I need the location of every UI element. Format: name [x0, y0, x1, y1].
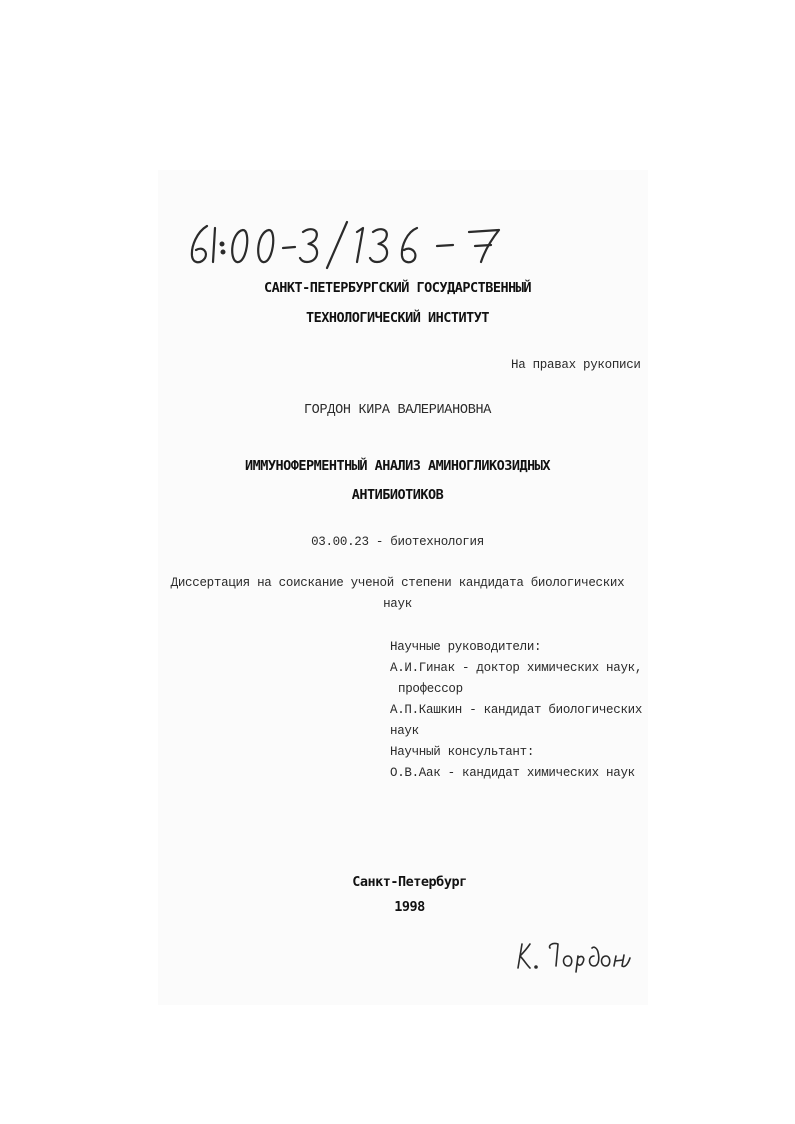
author-name: ГОРДОН КИРА ВАЛЕРИАНОВНА — [303, 403, 492, 418]
advisor-1-line-2: профессор — [398, 682, 463, 696]
dissertation-title-line-1: ИММУНОФЕРМЕНТНЫЙ АНАЛИЗ АМИНОГЛИКОЗИДНЫХ — [244, 458, 551, 474]
advisor-1-line-1: А.И.Гинак - доктор химических наук, — [390, 661, 643, 675]
consultant-heading: Научный консультант: — [390, 745, 535, 759]
author-signature — [512, 938, 637, 976]
consultant-name: О.В.Аак - кандидат химических наук — [390, 766, 635, 780]
institution-line-1: САНКТ-ПЕТЕРБУРГСКИЙ ГОСУДАРСТВЕННЫЙ — [264, 280, 531, 296]
institution-line-2: ТЕХНОЛОГИЧЕСКИЙ ИНСТИТУТ — [305, 310, 490, 326]
manuscript-note: На правах рукописи — [511, 358, 641, 372]
advisor-2-line-2: наук — [390, 724, 419, 738]
degree-line-1: Диссертация на соискание ученой степени кандидата биологических — [170, 576, 625, 590]
dissertation-title-line-2: АНТИБИОТИКОВ — [351, 487, 444, 503]
handwritten-archive-number — [185, 218, 525, 273]
specialty-code: 03.00.23 - биотехнология — [311, 535, 484, 549]
advisors-heading: Научные руководители: — [390, 640, 542, 654]
year: 1998 — [394, 899, 425, 915]
degree-line-2: наук — [383, 597, 412, 611]
city: Санкт-Петербург — [352, 874, 467, 890]
advisor-2-line-1: А.П.Кашкин - кандидат биологических — [390, 703, 643, 717]
